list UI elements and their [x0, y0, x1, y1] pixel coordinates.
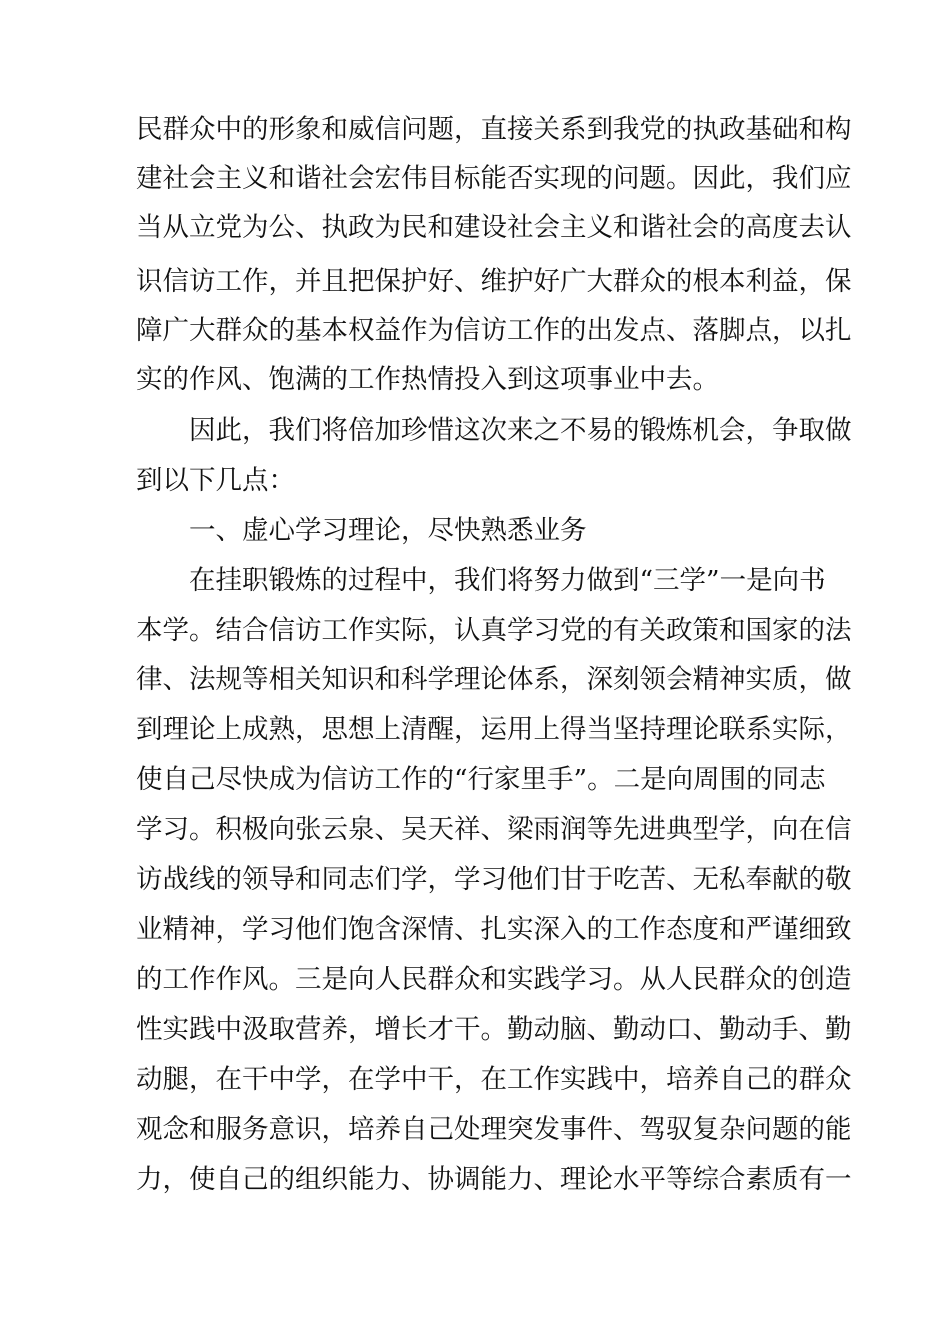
- text-line: 障广大群众的基本权益作为信访工作的出发点、落脚点，以扎: [136, 315, 852, 346]
- text-line: 到以下几点：: [136, 465, 295, 496]
- paragraph-first-line: 因此，我们将倍加珍惜这次来之不易的锻炼机会，争取做: [189, 415, 852, 446]
- text-line: 访战线的领导和同志们学，学习他们甘于吃苦、无私奉献的敬: [136, 864, 852, 895]
- text-line: 使自己尽快成为信访工作的“行家里手”。二是向周围的同志: [136, 764, 826, 795]
- text-line: 力，使自己的组织能力、协调能力、理论水平等综合素质有一: [136, 1164, 852, 1195]
- text-line: 业精神，学习他们饱含深情、扎实深入的工作态度和严谨细致: [136, 914, 852, 945]
- paragraph-first-line: 在挂职锻炼的过程中，我们将努力做到“三学”一是向书: [189, 565, 826, 596]
- text-line: 到理论上成熟，思想上清醒，运用上得当坚持理论联系实际，: [136, 714, 852, 745]
- text-line: 识信访工作，并且把保护好、维护好广大群众的根本利益，保: [136, 266, 852, 297]
- text-line: 建社会主义和谐社会宏伟目标能否实现的问题。因此，我们应: [136, 163, 852, 194]
- section-heading: 一、虚心学习理论，尽快熟悉业务: [189, 515, 587, 546]
- text-line: 观念和服务意识，培养自己处理突发事件、驾驭复杂问题的能: [136, 1114, 852, 1145]
- text-line: 实的作风、饱满的工作热情投入到这项事业中去。: [136, 364, 719, 395]
- text-line: 律、法规等相关知识和科学理论体系，深刻领会精神实质，做: [136, 664, 852, 695]
- text-line: 学习。积极向张云泉、吴天祥、梁雨润等先进典型学，向在信: [136, 814, 852, 845]
- text-line: 的工作作风。三是向人民群众和实践学习。从人民群众的创造: [136, 964, 852, 995]
- text-line: 性实践中汲取营养，增长才干。勤动脑、勤动口、勤动手、勤: [136, 1014, 852, 1045]
- text-line: 动腿，在干中学，在学中干，在工作实践中，培养自己的群众: [136, 1064, 852, 1095]
- text-line: 本学。结合信访工作实际，认真学习党的有关政策和国家的法: [136, 615, 852, 646]
- text-line: 民群众中的形象和威信问题，直接关系到我党的执政基础和构: [136, 114, 852, 145]
- text-line: 当从立党为公、执政为民和建设社会主义和谐社会的高度去认: [136, 212, 852, 243]
